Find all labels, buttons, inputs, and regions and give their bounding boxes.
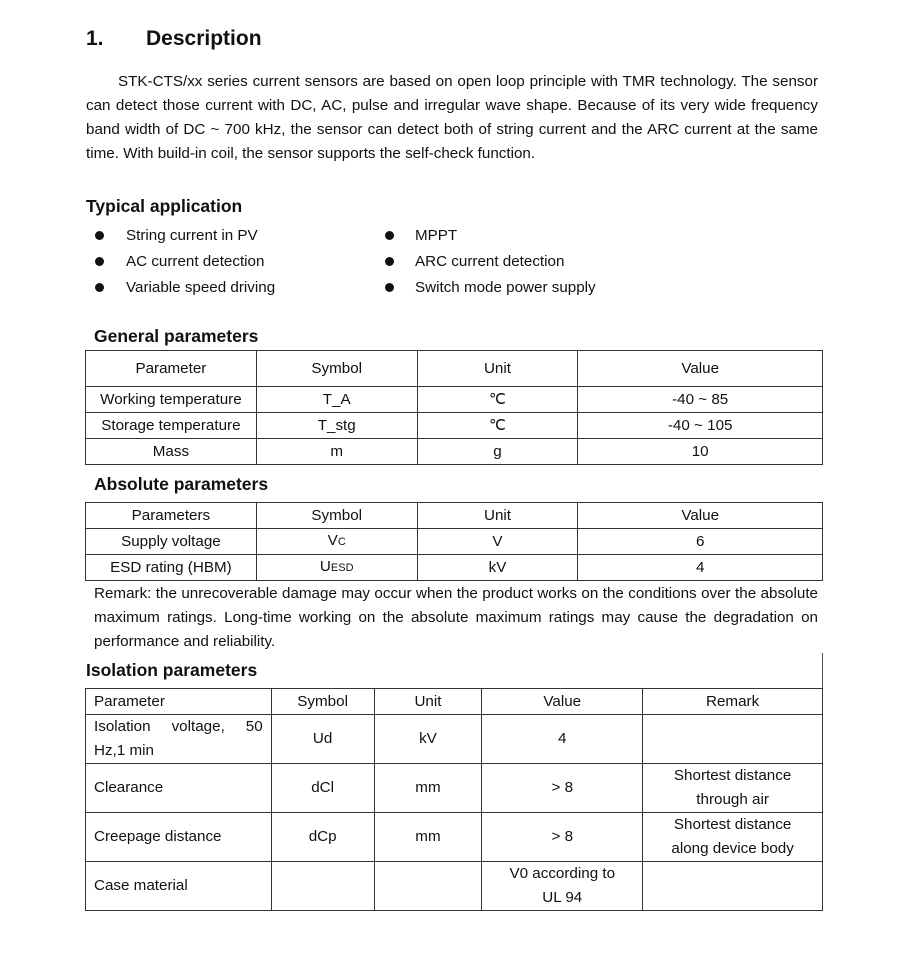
table-cell: 6 — [578, 529, 823, 555]
symbol-cell — [256, 529, 417, 555]
header-cell: Parameter — [86, 689, 272, 715]
table-cell: mm — [374, 764, 482, 813]
remark-paragraph: Remark: the unrecoverable damage may occur when the product works on the conditions over the absolute maximum ratings. Long-time working on the absolute maximum ratings may cause the degradation on performance and reliability. — [94, 585, 818, 650]
section-number: 1. — [86, 27, 104, 50]
table-row — [86, 764, 823, 813]
header-cell: Symbol — [256, 351, 417, 387]
table-cell — [643, 715, 823, 764]
table-header-row — [86, 503, 823, 529]
table-cell: Working temperature — [86, 387, 257, 413]
bullet-icon — [95, 231, 104, 240]
table-cell — [374, 862, 482, 911]
header-cell: Value — [578, 503, 823, 529]
table-row — [86, 413, 823, 439]
table-cell: kV — [374, 715, 482, 764]
table-row — [86, 555, 823, 581]
header-cell: Symbol — [271, 689, 374, 715]
list-item: AC current detection — [126, 253, 265, 270]
table-cell: -40 ~ 85 — [578, 387, 823, 413]
symbol-subscript: C — [337, 536, 346, 548]
table-cell: 4 — [578, 555, 823, 581]
symbol-subscript: ESD — [330, 562, 354, 574]
bullet-icon — [95, 283, 104, 292]
isolation-parameters-table — [85, 688, 823, 911]
table-cell: Clearance — [86, 764, 272, 813]
table-cell: Case material — [86, 862, 272, 911]
table-row — [86, 813, 823, 862]
bullet-icon — [385, 257, 394, 266]
symbol-cell — [256, 555, 417, 581]
table-row — [86, 439, 823, 465]
table-row — [86, 715, 823, 764]
bullet-icon — [385, 283, 394, 292]
table-cell: Shortest distance along device body — [643, 813, 823, 862]
header-cell: Unit — [417, 351, 578, 387]
table-cell: m — [256, 439, 417, 465]
table-row — [86, 387, 823, 413]
general-parameters-heading: General parameters — [94, 326, 259, 346]
table-cell: T_stg — [256, 413, 417, 439]
table-cell: V0 according to UL 94 — [482, 862, 643, 911]
table-cell: Shortest distance through air — [643, 764, 823, 813]
divider — [822, 653, 823, 689]
description-paragraph: STK-CTS/xx series current sensors are based on open loop principle with TMR technology. The sensor can detect those current with DC, AC, pulse and irregular wave shape. Because of its very wide frequency band width of DC ~ 700 kHz, the sensor can detect both of string current and the ARC current at the same time. With build-in coil, the sensor supports the self-check function. — [86, 73, 818, 162]
isolation-parameters-heading: Isolation parameters — [86, 660, 258, 680]
list-item: Variable speed driving — [126, 279, 276, 296]
table-cell: > 8 — [482, 764, 643, 813]
header-cell: Unit — [417, 503, 578, 529]
header-cell: Parameters — [86, 503, 257, 529]
table-cell: ℃ — [417, 387, 578, 413]
header-cell: Remark — [643, 689, 823, 715]
header-cell: Unit — [374, 689, 482, 715]
table-cell — [271, 862, 374, 911]
symbol-text: V — [327, 532, 338, 549]
general-parameters-table — [85, 350, 823, 465]
table-cell: ℃ — [417, 413, 578, 439]
section-title: Description — [146, 27, 262, 50]
table-cell: Ud — [271, 715, 374, 764]
table-cell: > 8 — [482, 813, 643, 862]
header-cell: Symbol — [256, 503, 417, 529]
table-cell: dCl — [271, 764, 374, 813]
table-cell: Mass — [86, 439, 257, 465]
table-header-row — [86, 689, 823, 715]
table-cell: T_A — [256, 387, 417, 413]
table-cell: 4 — [482, 715, 643, 764]
table-cell: kV — [417, 555, 578, 581]
table-cell: Isolation voltage, 50 Hz,1 min — [86, 715, 272, 764]
table-row — [86, 529, 823, 555]
table-header-row — [86, 351, 823, 387]
list-item: Switch mode power supply — [415, 279, 596, 296]
symbol-text: U — [319, 558, 331, 575]
table-cell: g — [417, 439, 578, 465]
table-cell: Storage temperature — [86, 413, 257, 439]
table-row — [86, 862, 823, 911]
table-cell: ESD rating (HBM) — [86, 555, 257, 581]
header-cell: Value — [578, 351, 823, 387]
typical-application-heading: Typical application — [86, 196, 243, 216]
bullet-icon — [385, 231, 394, 240]
table-cell: -40 ~ 105 — [578, 413, 823, 439]
header-cell: Value — [482, 689, 643, 715]
table-cell: Supply voltage — [86, 529, 257, 555]
table-cell: mm — [374, 813, 482, 862]
table-cell: Creepage distance — [86, 813, 272, 862]
table-cell: V — [417, 529, 578, 555]
table-cell — [643, 862, 823, 911]
table-cell: dCp — [271, 813, 374, 862]
list-item: String current in PV — [126, 227, 258, 244]
list-item: MPPT — [415, 227, 458, 244]
absolute-parameters-heading: Absolute parameters — [94, 474, 269, 494]
header-cell: Parameter — [86, 351, 257, 387]
table-cell: 10 — [578, 439, 823, 465]
absolute-parameters-table — [85, 502, 823, 581]
bullet-icon — [95, 257, 104, 266]
list-item: ARC current detection — [415, 253, 565, 270]
